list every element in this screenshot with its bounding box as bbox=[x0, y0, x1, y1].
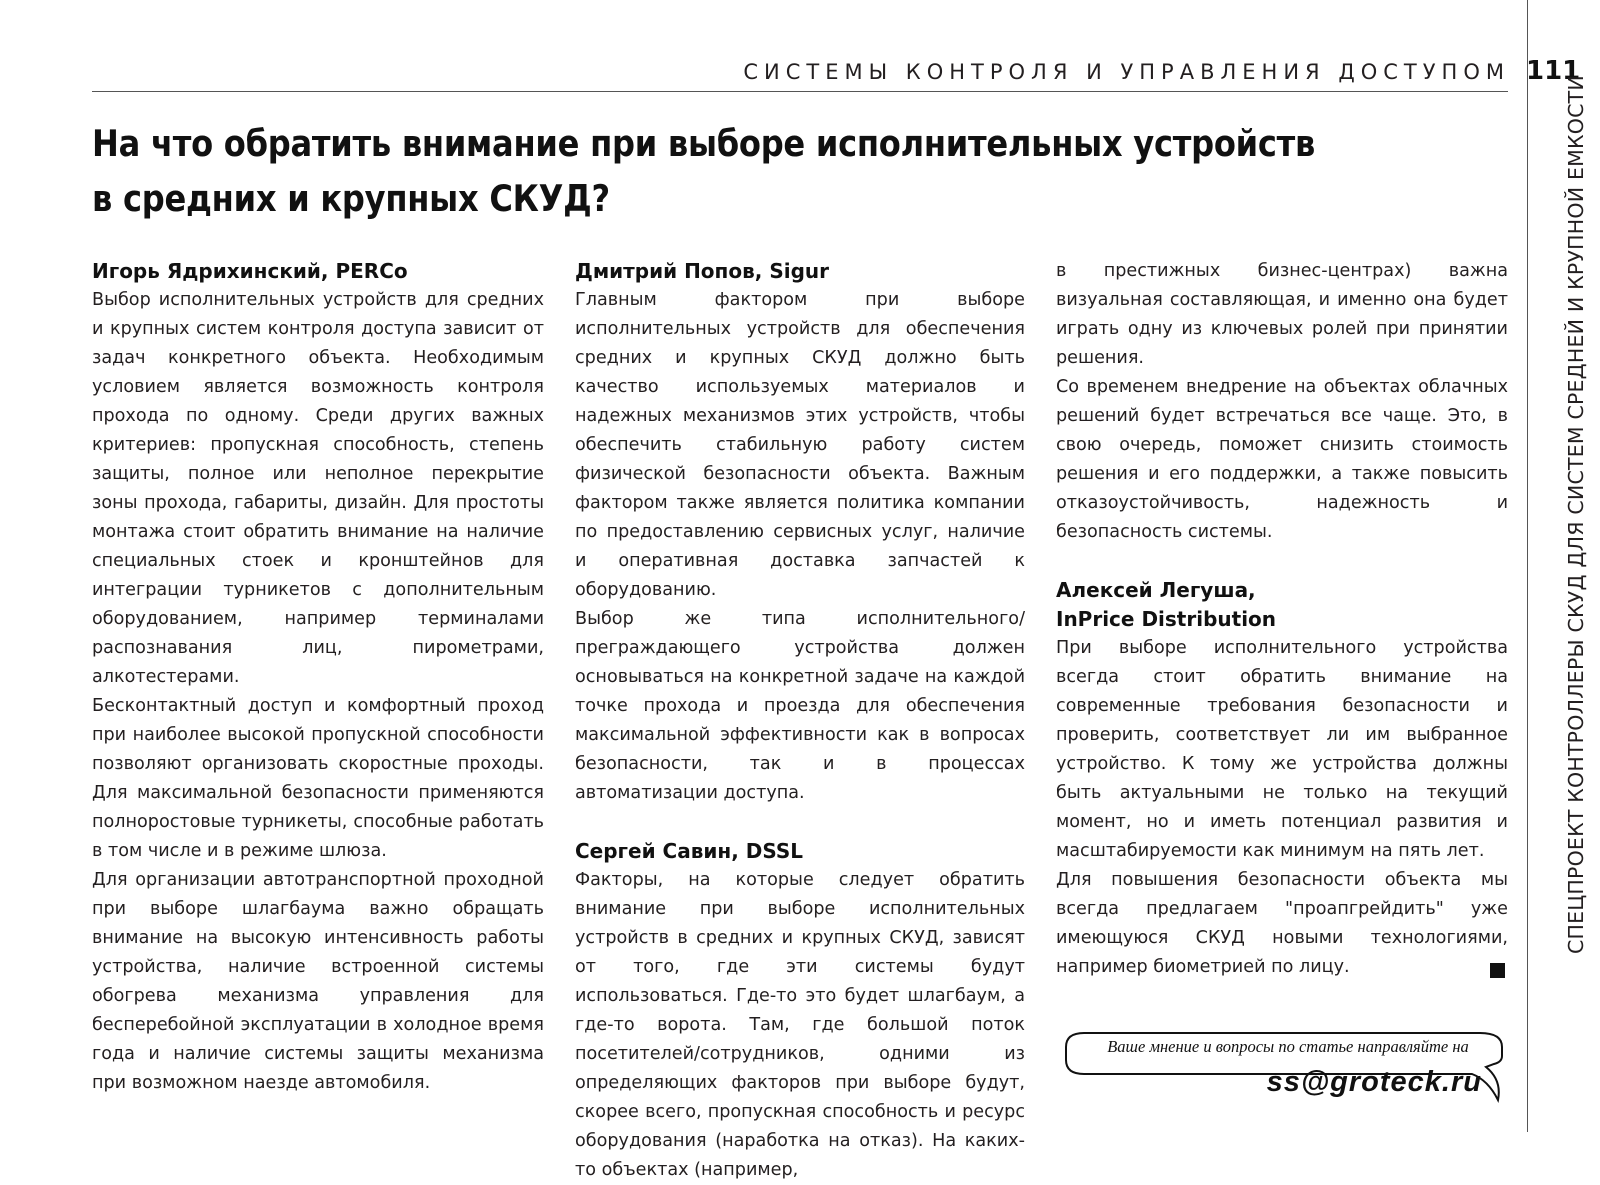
paragraph: Для повышения безопасности объекта мы всегда предлагаем "проапгрейдить" уже имеющуюся СКУД новыми технологиями, например биометрией по лицу. bbox=[1056, 870, 1508, 977]
feedback-prompt: Ваше мнение и вопросы по статье направляйте на bbox=[1107, 1037, 1469, 1056]
paragraph: Бесконтактный доступ и комфортный проход при наиболее высокой пропускной способности позволяют организовать скоростные проходы. Для максимальной безопасности применяются полноростовые турникеты, способные работать в том числе и в режиме шлюза. bbox=[92, 696, 544, 861]
paragraph: Со временем внедрение на объектах облачных решений будет встречаться все чаще. Это, в свою очередь, поможет снизить стоимость решения и его поддержки, а также повысить отказоустойчивость, надежность и безопасность системы. bbox=[1056, 377, 1508, 542]
side-banner-text: СПЕЦПРОЕКТ КОНТРОЛЛЕРЫ СКУД ДЛЯ СИСТЕМ СРЕДНЕЙ И КРУПНОЙ ЕМКОСТИ bbox=[1564, 75, 1588, 954]
column-2 bbox=[575, 257, 1025, 1185]
paragraph: Выбор исполнительных устройств для средних и крупных систем контроля доступа зависит от задач конкретного объекта. Необходимым условием является возможность контроля прохода по одному. Среди других важных критериев: пропускная способность, степень защиты, полное или неполное перекрытие зоны прохода, габариты, дизайн. Для простоты монтажа стоит обратить внимание на наличие специальных стоек и кронштейнов для интеграции турникетов с дополнительным оборудованием, например терминалами распознавания лиц, пирометрами, алкотестерами. bbox=[92, 290, 544, 687]
article-title-line-2: в средних и крупных СКУД? bbox=[92, 177, 610, 220]
paragraph: Выбор же типа исполнительного/преграждающего устройства должен основываться на конкретной задаче на каждой точке прохода и проезда для обеспечения максимальной эффективности как в вопросах безопасности, так и в процессах автоматизации доступа. bbox=[575, 609, 1025, 803]
author-savin: Сергей Савин, DSSL bbox=[575, 839, 804, 863]
paragraph: При выборе исполнительного устройства всегда стоит обратить внимание на современные требования безопасности и проверить, соответствует ли им выбранное устройство. К тому же устройства должны быть актуальными не только на текущий момент, но и иметь потенциал развития и масштабируемости как минимум на пять лет. bbox=[1056, 638, 1508, 861]
author-popov: Дмитрий Попов, Sigur bbox=[575, 259, 830, 283]
author-legusha-name: Алексей Легуша, bbox=[1056, 578, 1256, 602]
paragraph: в престижных бизнес-центрах) важна визуальная составляющая, и именно она будет играть одну из ключевых ролей при принятии решения. bbox=[1056, 261, 1508, 368]
column-3 bbox=[1056, 257, 1508, 982]
section-title: СИСТЕМЫ КОНТРОЛЯ И УПРАВЛЕНИЯ ДОСТУПОМ bbox=[743, 60, 1510, 84]
page-number: 111 bbox=[1526, 56, 1581, 86]
side-banner bbox=[1522, 75, 1588, 960]
header-rule bbox=[92, 91, 1508, 92]
author-legusha-company: InPrice Distribution bbox=[1056, 607, 1277, 631]
author-legusha bbox=[1056, 576, 1508, 634]
column-1 bbox=[92, 257, 544, 1098]
paragraph: Для организации автотранспортной проходной при выборе шлагбаума важно обращать внимание на высокую интенсивность работы устройства, наличие встроенной системы обогрева механизма управления для бесперебойной эксплуатации в холодное время года и наличие системы защиты механизма при возможном наезде автомобиля. bbox=[92, 870, 544, 1093]
section-gap bbox=[1056, 547, 1508, 576]
feedback-bubble bbox=[1062, 1030, 1508, 1106]
feedback-email-link[interactable]: ss@groteck.ru bbox=[1266, 1066, 1482, 1098]
author-yadrikhinsky: Игорь Ядрихинский, PERCo bbox=[92, 259, 408, 283]
section-gap bbox=[575, 808, 1025, 837]
paragraph: Факторы, на которые следует обратить внимание при выборе исполнительных устройств в средних и крупных СКУД, зависят от того, где эти системы будут использоваться. Где-то это будет шлагбаум, а где-то ворота. Там, где большой поток посетителей/сотрудников, одними из определяющих факторов при выборе будут, скорее всего, пропускная способность и ресурс оборудования (наработка на отказ). На каких-то объектах (например, bbox=[575, 870, 1025, 1180]
article-title bbox=[92, 116, 1324, 226]
paragraph: Главным фактором при выборе исполнительных устройств для обеспечения средних и крупных СКУД должно быть качество используемых материалов и надежных механизмов этих устройств, чтобы обеспечить стабильную работу систем физической безопасности объекта. Важным фактором также является политика компании по предоставлению сервисных услуг, наличие и оперативная доставка запчастей к оборудованию. bbox=[575, 290, 1025, 600]
article-title-line-1: На что обратить внимание при выборе исполнительных устройств bbox=[92, 122, 1316, 165]
end-of-article-square-icon bbox=[1490, 963, 1505, 978]
